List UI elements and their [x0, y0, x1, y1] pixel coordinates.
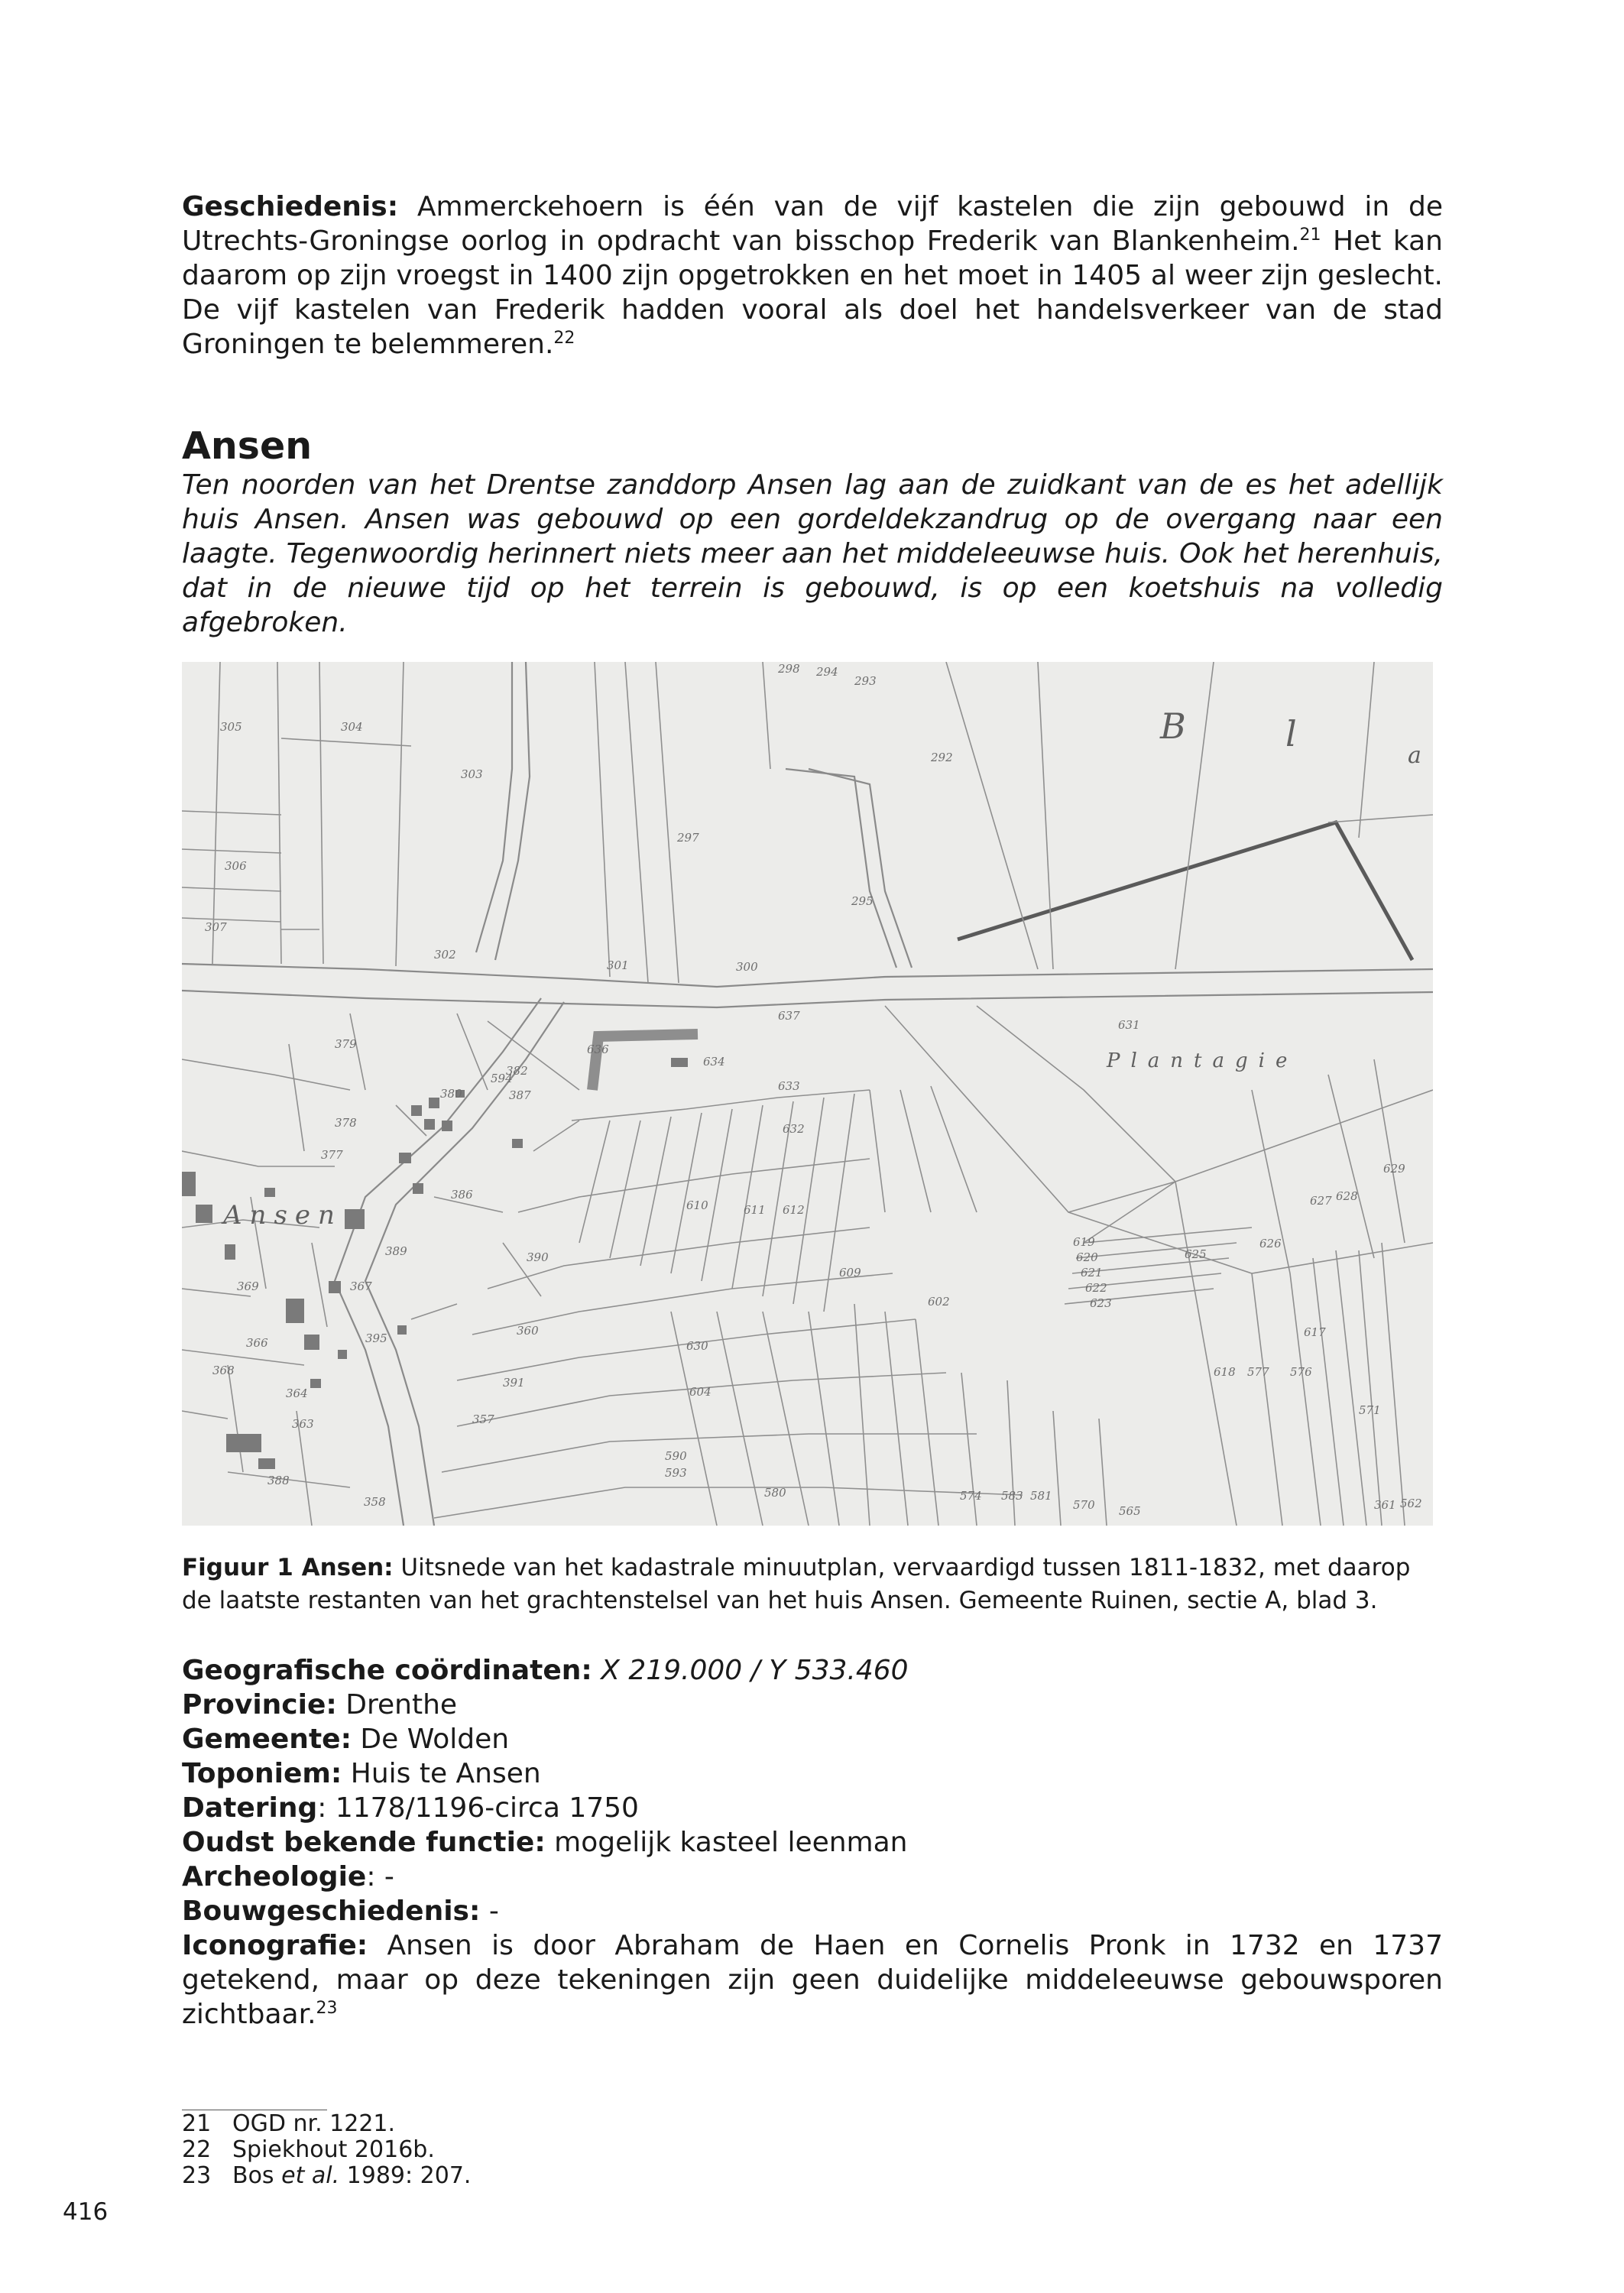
- meta-archaeology: [182, 1860, 1443, 1894]
- plot-number: 619: [1073, 1235, 1095, 1249]
- footnotes: [182, 2111, 1443, 2189]
- plot-number: 379: [335, 1037, 357, 1051]
- section-title: Ansen: [182, 424, 313, 468]
- footnote-text: Spiekhout 2016b.: [232, 2136, 435, 2163]
- meta-municipality: [182, 1722, 1443, 1756]
- meta-building-history: [182, 1894, 1443, 1928]
- plot-number: 628: [1336, 1189, 1358, 1203]
- plot-number: 367: [350, 1279, 372, 1293]
- plot-number: 298: [778, 662, 800, 676]
- plot-number: 382: [506, 1064, 528, 1078]
- plot-number: 617: [1304, 1325, 1326, 1339]
- meta-province: [182, 1688, 1443, 1722]
- plot-number: 632: [783, 1122, 805, 1136]
- plot-number: 602: [928, 1295, 950, 1309]
- plot-number: 390: [527, 1250, 549, 1264]
- plot-number: 574: [960, 1489, 982, 1503]
- meta-value: -: [480, 1896, 499, 1927]
- footnote-text-em: et al.: [281, 2162, 340, 2189]
- plot-number: 364: [286, 1387, 308, 1400]
- plot-number: 576: [1290, 1365, 1312, 1379]
- meta-label: Datering: [182, 1792, 318, 1824]
- plot-number: 302: [434, 948, 456, 962]
- footnote-number: 23: [182, 2162, 212, 2189]
- meta-value: : -: [366, 1861, 394, 1892]
- plot-number: 295: [851, 894, 874, 908]
- meta-value: X 219.000 / Y 533.460: [592, 1655, 909, 1686]
- plot-number: 637: [778, 1009, 800, 1023]
- meta-value: : 1178/1196-circa 1750: [317, 1792, 639, 1824]
- meta-value: De Wolden: [351, 1724, 510, 1755]
- cadastral-map-drawing: [182, 662, 1433, 1526]
- footnote-ref-21[interactable]: 21: [1299, 225, 1321, 245]
- plot-number: 303: [461, 767, 483, 781]
- plot-number: 562: [1400, 1497, 1422, 1510]
- plot-number: 391: [503, 1376, 525, 1390]
- footnote-number: 21: [182, 2110, 212, 2137]
- plot-number: 634: [703, 1055, 725, 1069]
- map-label-plantage: Plantagie: [1107, 1049, 1298, 1072]
- footnote-item: [182, 2137, 1443, 2163]
- plot-number: 378: [335, 1116, 357, 1130]
- plot-number: 366: [246, 1336, 268, 1350]
- plot-number: 380: [440, 1087, 462, 1101]
- meta-label: Gemeente:: [182, 1724, 352, 1755]
- plot-number: 581: [1030, 1489, 1052, 1503]
- plot-number: 294: [816, 665, 838, 679]
- plot-number: 630: [686, 1339, 708, 1353]
- plot-number: 631: [1118, 1018, 1140, 1032]
- footnote-text: OGD nr. 1221.: [232, 2110, 396, 2137]
- plot-number: 636: [587, 1043, 609, 1056]
- plot-number: 357: [472, 1412, 494, 1426]
- footnote-ref-23[interactable]: 23: [316, 1999, 338, 2018]
- plot-number: 570: [1073, 1498, 1095, 1512]
- meta-label: Toponiem:: [182, 1758, 342, 1789]
- meta-value: Drenthe: [336, 1689, 458, 1721]
- plot-number: 623: [1090, 1296, 1112, 1310]
- meta-label: Geografische coördinaten:: [182, 1655, 592, 1686]
- plot-number: 620: [1076, 1250, 1098, 1264]
- plot-number: 292: [931, 751, 953, 764]
- meta-dating: [182, 1791, 1443, 1825]
- caption-text: Uitsnede van het kadastrale minuutplan, vervaardigd tussen 1811-1832, met daarop de laatste restanten van het grachtenstelsel van het huis Ansen. Gemeente Ruinen, sectie A, blad 3.: [182, 1554, 1411, 1614]
- meta-toponym: [182, 1756, 1443, 1791]
- meta-label: Archeologie: [182, 1861, 367, 1892]
- plot-number: 300: [736, 960, 758, 974]
- history-paragraph: [182, 190, 1443, 362]
- castle-metadata: [182, 1653, 1443, 2032]
- meta-value: Ansen is door Abraham de Haen en Cornelis Pronk in 1732 en 1737 getekend, maar op deze tekeningen zijn geen duidelijke middeleeuwse gebouwsporen zichtbaar.: [182, 1930, 1443, 2030]
- meta-iconography: [182, 1928, 1443, 2032]
- plot-number: 368: [212, 1364, 235, 1377]
- plot-number: 388: [267, 1474, 290, 1487]
- section-intro: Ten noorden van het Drentse zanddorp Ansen lag aan de zuidkant van de es het adellijk huis Ansen. Ansen was gebouwd op een gordeldekzandrug op de overgang naar een laagte. Tegenwoordig herinnert niets meer aan het middeleeuwse huis. Ook het herenhuis, dat in de nieuwe tijd op het terrein is gebouwd, is op een koetshuis na volledig afgebroken.: [182, 469, 1443, 638]
- plot-number: 306: [225, 859, 247, 873]
- footnote-number: 22: [182, 2136, 212, 2163]
- meta-value: Huis te Ansen: [342, 1758, 541, 1789]
- meta-label: Bouwgeschiedenis:: [182, 1896, 481, 1927]
- footnote-item: [182, 2163, 1443, 2189]
- plot-number: 363: [292, 1417, 314, 1431]
- plot-number: 604: [689, 1385, 712, 1399]
- plot-number: 577: [1247, 1365, 1269, 1379]
- plot-number: 301: [607, 958, 629, 972]
- footnote-text-post: 1989: 207.: [339, 2162, 472, 2189]
- plot-number: 626: [1259, 1237, 1282, 1250]
- history-text: Ammerckehoern is één van de vijf kastelen die zijn gebouwd in de Utrechts-Groningse oorlog in opdracht van bisschop Frederik van Blankenheim.: [182, 191, 1443, 257]
- plot-number: 395: [365, 1331, 387, 1345]
- plot-number: 583: [1001, 1489, 1023, 1503]
- map-label-b: B: [1160, 705, 1186, 747]
- caption-label: Figuur 1 Ansen:: [182, 1554, 394, 1581]
- footnote-ref-22[interactable]: 22: [553, 329, 575, 348]
- plot-number: 611: [744, 1203, 766, 1217]
- meta-value: mogelijk kasteel leenman: [545, 1827, 908, 1858]
- plot-number: 304: [341, 720, 363, 734]
- plot-number: 307: [205, 920, 227, 934]
- plot-number: 293: [854, 674, 877, 688]
- map-label-village: Ansen: [223, 1200, 342, 1231]
- cadastral-map: [182, 662, 1433, 1526]
- plot-number: 565: [1119, 1504, 1141, 1518]
- history-label: Geschiedenis:: [182, 191, 399, 222]
- plot-number: 297: [677, 831, 699, 845]
- plot-number: 387: [509, 1088, 531, 1102]
- plot-number: 618: [1214, 1365, 1236, 1379]
- plot-number: 580: [764, 1486, 786, 1500]
- map-label-l: l: [1285, 713, 1297, 754]
- map-label-a: a: [1408, 742, 1421, 769]
- footnote-item: [182, 2111, 1443, 2137]
- plot-number: 612: [783, 1203, 805, 1217]
- plot-number: 622: [1085, 1281, 1107, 1295]
- figure-caption: [182, 1552, 1443, 1617]
- plot-number: 369: [237, 1279, 259, 1293]
- plot-number: 609: [839, 1266, 861, 1279]
- plot-number: 360: [517, 1324, 539, 1338]
- plot-number: 377: [321, 1148, 343, 1162]
- plot-number: 590: [665, 1449, 687, 1463]
- history-text-2: Het kan daarom op zijn vroegst in 1400 zijn opgetrokken en het moet in 1405 al weer zijn geslecht. De vijf kastelen van Frederik hadden vooral als doel het handelsverkeer van de stad Groningen te belemmeren.: [182, 225, 1443, 360]
- meta-label: Iconografie:: [182, 1930, 368, 1961]
- footnote-text-pre: Bos: [232, 2162, 282, 2189]
- plot-number: 386: [451, 1188, 473, 1202]
- plot-number: 625: [1185, 1247, 1207, 1261]
- plot-number: 361: [1374, 1498, 1396, 1512]
- plot-number: 610: [686, 1198, 708, 1212]
- plot-number: 593: [665, 1466, 687, 1480]
- plot-number: 627: [1310, 1194, 1332, 1208]
- meta-coordinates: [182, 1653, 1443, 1688]
- plot-number: 571: [1359, 1403, 1381, 1417]
- plot-number: 629: [1383, 1162, 1405, 1176]
- plot-number: 358: [364, 1495, 386, 1509]
- plot-number: 621: [1081, 1266, 1103, 1279]
- plot-number: 389: [385, 1244, 407, 1258]
- plot-number: 594: [491, 1072, 513, 1085]
- plot-number: 305: [220, 720, 242, 734]
- meta-label: Provincie:: [182, 1689, 337, 1721]
- page-number: 416: [63, 2198, 109, 2226]
- plot-number: 633: [778, 1079, 800, 1093]
- meta-function: [182, 1825, 1443, 1860]
- meta-label: Oudst bekende functie:: [182, 1827, 546, 1858]
